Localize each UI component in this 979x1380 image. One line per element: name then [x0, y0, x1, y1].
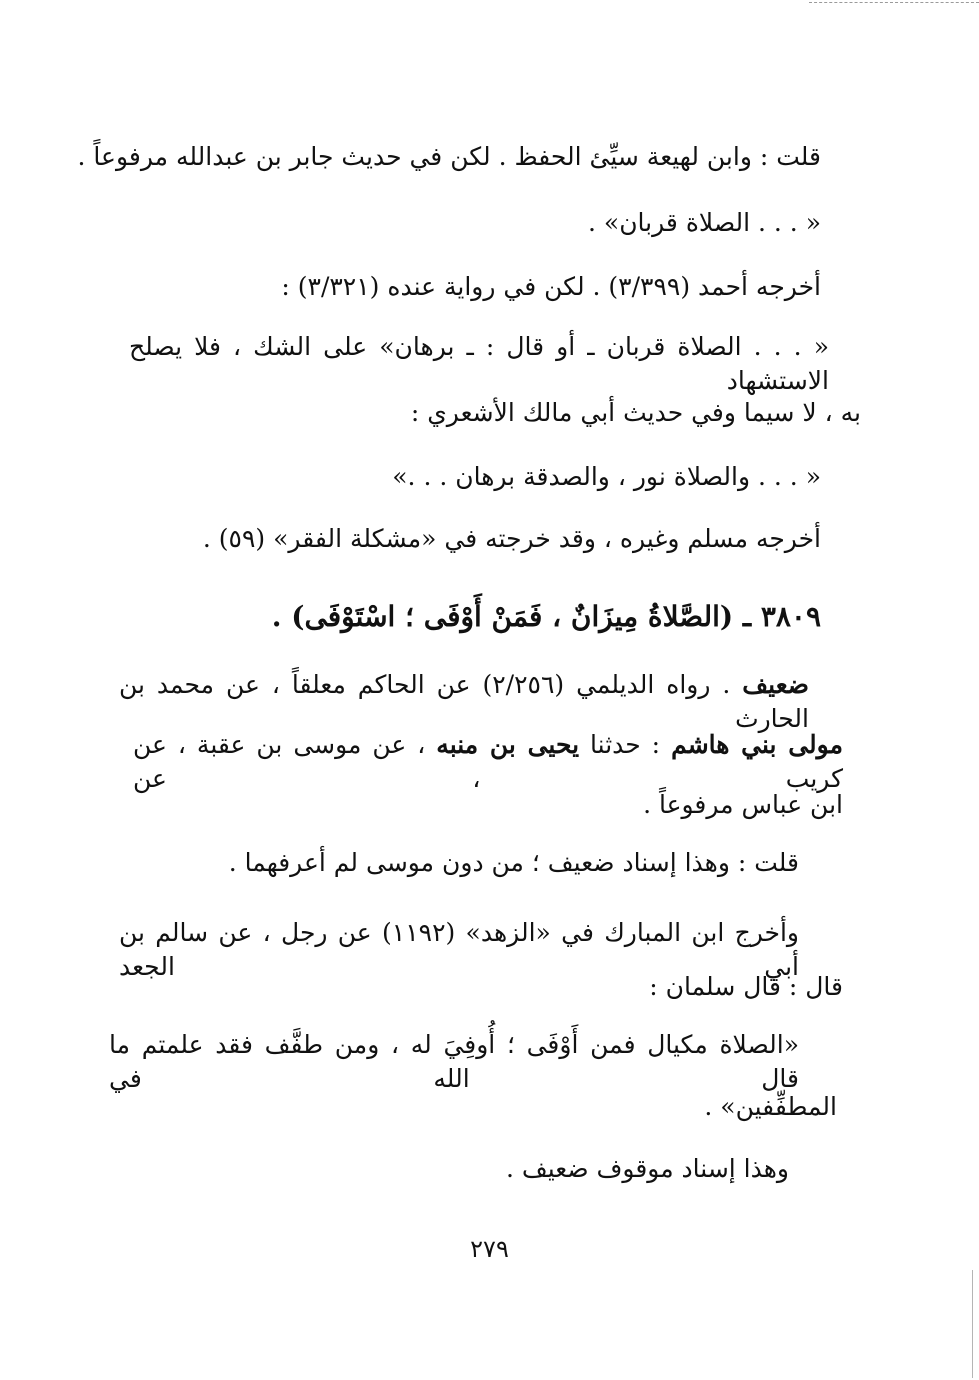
- text-line-2: « . . . الصلاة قربان» .: [588, 208, 821, 237]
- body-line-2: [133, 728, 843, 796]
- body-line-5: وأخرج ابن المبارك في «الزهد» (١١٩٢) عن رجل ، عن سالم بن أبي الجعد: [119, 918, 799, 981]
- text-line-3: أخرجه أحمد (٣/٣٩٩) . لكن في رواية عنده (٣/٣٢١) :: [281, 272, 821, 301]
- grade-label: ضعيف: [742, 670, 809, 699]
- body-line-6: قال : قال سلمان :: [649, 972, 843, 1001]
- page-number: ٢٧٩: [470, 1235, 509, 1263]
- text-line-1: قلت : وابن لهيعة سيِّئ الحفظ . لكن في حديث جابر بن عبدالله مرفوعاً .: [77, 142, 821, 171]
- body-line-1: [119, 668, 809, 736]
- text-line-6: « . . . والصلاة نور ، والصدقة برهان . . .»: [392, 462, 821, 491]
- body-line-2-rest: ، عن موسى بن عقبة ، عن كريب ، عن: [133, 730, 843, 793]
- body-line-9: وهذا إسناد موقوف ضعيف .: [505, 1154, 789, 1183]
- body-line-3: ابن عباس مرفوعاً .: [643, 790, 843, 819]
- body-line-2-name: مولى بني هاشم: [671, 730, 843, 759]
- hadith-heading: ٣٨٠٩ ـ (الصَّلاةُ مِيزَانٌ ، فَمَنْ أَوْفَى ؛ اسْتَوْفَى) .: [271, 600, 821, 633]
- scan-edge-top: [809, 2, 979, 3]
- body-line-4: قلت : وهذا إسناد ضعيف ؛ من دون موسى لم أعرفهما .: [228, 848, 799, 877]
- narrator-name: يحيى بن منبه: [436, 730, 580, 759]
- body-line-2-mid: : حدثنا: [590, 730, 661, 759]
- text-line-7: أخرجه مسلم وغيره ، وقد خرجته في «مشكلة الفقر» (٥٩) .: [202, 524, 821, 553]
- body-line-1-rest: . رواه الديلمي (٢/٢٥٦) عن الحاكم معلقاً ، عن محمد بن الحارث: [119, 670, 809, 733]
- body-line-7: «الصلاة مكيال فمن أَوْفَى ؛ أُوفِيَ له ، ومن طفَّف فقد علمتم ما قال الله في: [109, 1030, 799, 1093]
- scan-edge-right: [972, 1270, 973, 1378]
- body-line-8: المطفِّفين» .: [704, 1092, 837, 1121]
- text-line-4: « . . . الصلاة قربان ـ أو قال : ـ برهان» على الشك ، فلا يصلح الاستشهاد: [129, 332, 829, 395]
- text-line-5: به ، لا سيما وفي حديث أبي مالك الأشعري :: [410, 398, 861, 427]
